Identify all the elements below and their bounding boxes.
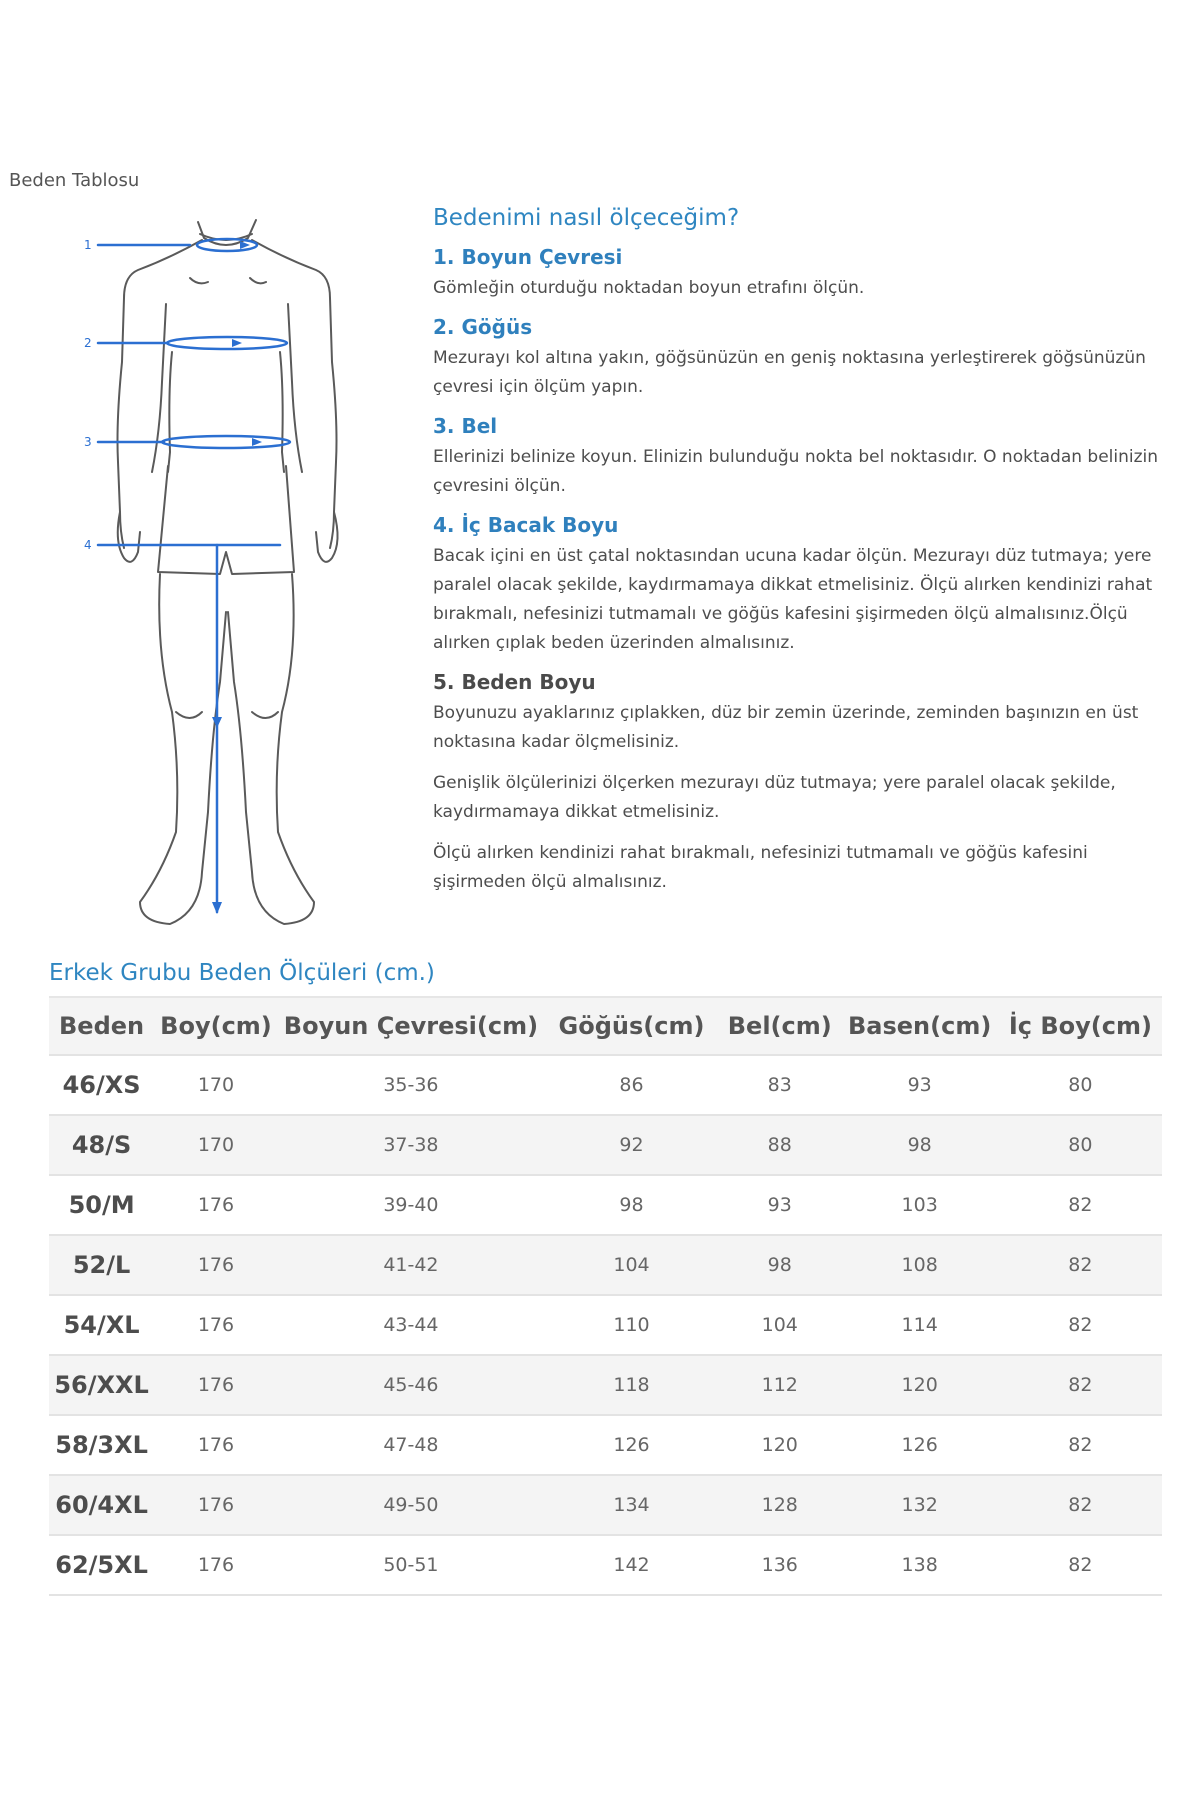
column-header: Boyun Çevresi(cm) [283, 1012, 539, 1040]
column-header: Göğüs(cm) [558, 1012, 705, 1040]
section-text: Boyunuzu ayaklarınız çıplakken, düz bir zemin üzerinde, zeminden başınızın en üst noktasına kadar ölçmelisiniz. [433, 703, 1139, 752]
page-label: Beden Tablosu [9, 170, 140, 191]
table-cell: 170 [154, 1115, 278, 1175]
section-heading: 1. Boyun Çevresi [433, 245, 623, 269]
table-header-row [49, 997, 1162, 1055]
table-row [49, 1475, 1162, 1535]
marker-2: 2 [84, 336, 92, 350]
table-cell: 80 [999, 1115, 1162, 1175]
table-cell: 39-40 [278, 1175, 544, 1235]
table-cell: 103 [841, 1175, 999, 1235]
section-text: Gömleğin oturduğu noktadan boyun etrafını ölçün. [433, 278, 865, 298]
body-outline-illustration [80, 212, 380, 932]
table-row [49, 1535, 1162, 1595]
table-cell: 118 [544, 1355, 719, 1415]
table-cell: 98 [841, 1115, 999, 1175]
size-cell: 60/4XL [49, 1475, 154, 1535]
guide-section-height [433, 670, 1163, 757]
guide-note: Ölçü alırken kendinizi rahat bırakmalı, nefesinizi tutmamalı ve göğüs kafesini şişirmeden ölçü almalısınız. [433, 843, 1088, 892]
table-cell: 98 [544, 1175, 719, 1235]
table-cell: 80 [999, 1055, 1162, 1115]
size-cell: 62/5XL [49, 1535, 154, 1595]
table-cell: 35-36 [278, 1055, 544, 1115]
size-cell: 56/XXL [49, 1355, 154, 1415]
table-cell: 43-44 [278, 1295, 544, 1355]
section-text: Ellerinizi belinize koyun. Elinizin bulunduğu nokta bel noktasıdır. O noktadan belinizin çevresini ölçün. [433, 447, 1159, 496]
table-cell: 82 [999, 1235, 1162, 1295]
column-header: İç Boy(cm) [1008, 1012, 1152, 1040]
table-cell: 120 [841, 1355, 999, 1415]
table-cell: 93 [841, 1055, 999, 1115]
section-heading: 5. Beden Boyu [433, 670, 596, 694]
table-cell: 88 [719, 1115, 841, 1175]
table-cell: 108 [841, 1235, 999, 1295]
table-cell: 126 [841, 1415, 999, 1475]
table-cell: 82 [999, 1475, 1162, 1535]
guide-note: Genişlik ölçülerinizi ölçerken mezurayı düz tutmaya; yere paralel olacak şekilde, kaydırmamaya dikkat etmelisiniz. [433, 773, 1116, 822]
table-cell: 176 [154, 1415, 278, 1475]
table-cell: 82 [999, 1175, 1162, 1235]
table-cell: 47-48 [278, 1415, 544, 1475]
table-row [49, 1175, 1162, 1235]
guide-title: Bedenimi nasıl ölçeceğim? [433, 205, 740, 231]
table-cell: 92 [544, 1115, 719, 1175]
table-cell: 176 [154, 1295, 278, 1355]
guide-section-neck [433, 245, 1163, 303]
marker-4: 4 [84, 538, 92, 552]
marker-1: 1 [84, 238, 92, 252]
table-cell: 176 [154, 1475, 278, 1535]
size-cell: 58/3XL [49, 1415, 154, 1475]
table-cell: 132 [841, 1475, 999, 1535]
table-cell: 104 [719, 1295, 841, 1355]
table-cell: 82 [999, 1355, 1162, 1415]
body-measurement-figure [80, 212, 380, 932]
table-cell: 112 [719, 1355, 841, 1415]
table-cell: 82 [999, 1295, 1162, 1355]
table-cell: 136 [719, 1535, 841, 1595]
table-cell: 176 [154, 1175, 278, 1235]
section-heading: 3. Bel [433, 414, 498, 438]
table-cell: 138 [841, 1535, 999, 1595]
table-row [49, 1235, 1162, 1295]
table-cell: 134 [544, 1475, 719, 1535]
section-text: Mezurayı kol altına yakın, göğsünüzün en geniş noktasına yerleştirerek göğsünüzün çevresi için ölçüm yapın. [433, 348, 1146, 397]
section-heading: 2. Göğüs [433, 315, 533, 339]
size-cell: 50/M [49, 1175, 154, 1235]
table-row [49, 1115, 1162, 1175]
column-header: Beden [59, 1012, 145, 1040]
table-cell: 176 [154, 1535, 278, 1595]
table-cell: 82 [999, 1535, 1162, 1595]
size-table [49, 996, 1162, 1596]
table-cell: 82 [999, 1415, 1162, 1475]
table-cell: 37-38 [278, 1115, 544, 1175]
table-cell: 120 [719, 1415, 841, 1475]
table-cell: 49-50 [278, 1475, 544, 1535]
table-cell: 104 [544, 1235, 719, 1295]
table-cell: 93 [719, 1175, 841, 1235]
table-cell: 176 [154, 1235, 278, 1295]
guide-section-inseam [433, 513, 1163, 658]
size-cell: 46/XS [49, 1055, 154, 1115]
size-cell: 54/XL [49, 1295, 154, 1355]
table-row [49, 1295, 1162, 1355]
table-cell: 128 [719, 1475, 841, 1535]
guide-section-chest [433, 315, 1163, 402]
table-row [49, 1415, 1162, 1475]
table-cell: 83 [719, 1055, 841, 1115]
column-header: Bel(cm) [727, 1012, 832, 1040]
table-cell: 142 [544, 1535, 719, 1595]
table-cell: 170 [154, 1055, 278, 1115]
size-cell: 48/S [49, 1115, 154, 1175]
table-cell: 50-51 [278, 1535, 544, 1595]
table-cell: 98 [719, 1235, 841, 1295]
section-heading: 4. İç Bacak Boyu [433, 513, 619, 537]
table-title: Erkek Grubu Beden Ölçüleri (cm.) [49, 960, 435, 986]
table-body [49, 1055, 1162, 1595]
table-cell: 41-42 [278, 1235, 544, 1295]
section-text: Bacak içini en üst çatal noktasından ucuna kadar ölçün. Mezurayı düz tutmaya; yere paralel olacak şekilde, kaydırmamaya dikkat etmelisiniz. Ölçü alırken kendinizi rahat bırakmalı, nefesinizi tutmamalı ve göğüs kafesini şişirmeden ölçü almalısınız.Ölçü alırken çıplak beden üzerinden almalısınız. [433, 546, 1153, 653]
table-cell: 110 [544, 1295, 719, 1355]
guide-section-waist [433, 414, 1163, 501]
column-header: Basen(cm) [848, 1012, 992, 1040]
table-cell: 45-46 [278, 1355, 544, 1415]
measurement-guide [433, 205, 1163, 909]
table-cell: 114 [841, 1295, 999, 1355]
table-row [49, 1055, 1162, 1115]
table-cell: 86 [544, 1055, 719, 1115]
marker-3: 3 [84, 435, 92, 449]
table-cell: 176 [154, 1355, 278, 1415]
table-cell: 126 [544, 1415, 719, 1475]
table-row [49, 1355, 1162, 1415]
size-cell: 52/L [49, 1235, 154, 1295]
column-header: Boy(cm) [160, 1012, 272, 1040]
